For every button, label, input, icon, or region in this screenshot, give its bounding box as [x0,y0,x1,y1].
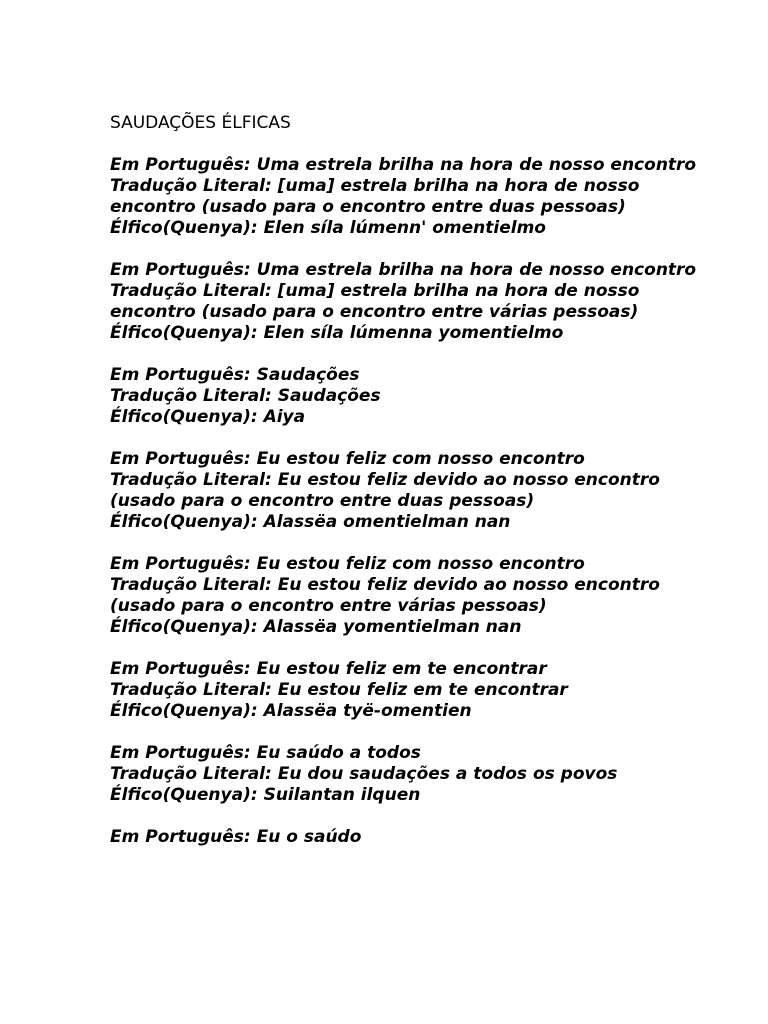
greeting-entry [110,155,710,239]
literal-translation-line: Tradução Literal: Eu dou saudações a todos os povos [110,764,618,784]
literal-translation-line: Tradução Literal: Eu estou feliz devido ao nosso encontro (usado para o encontro entre várias pessoas) [110,575,660,616]
portuguese-line: Em Português: Eu saúdo a todos [110,743,421,763]
literal-translation-line: Tradução Literal: Eu estou feliz devido ao nosso encontro (usado para o encontro entre duas pessoas) [110,470,660,511]
elvish-line: Élfico(Quenya): Alassëa tyë-omentien [110,701,472,721]
greeting-entry [110,743,710,806]
portuguese-line: Em Português: Eu estou feliz em te encontrar [110,659,547,679]
greeting-entry [110,260,710,344]
literal-translation-line: Tradução Literal: Saudações [110,386,381,406]
document-title: SAUDAÇÕES ÉLFICAS [110,113,291,133]
greeting-entry [110,365,710,428]
literal-translation-line: Tradução Literal: [uma] estrela brilha na hora de nosso encontro (usado para o encontro entre duas pessoas) [110,176,640,217]
portuguese-line: Em Português: Eu o saúdo [110,827,362,847]
portuguese-line: Em Português: Saudações [110,365,360,385]
greeting-entry [110,827,710,848]
literal-translation-line: Tradução Literal: [uma] estrela brilha na hora de nosso encontro (usado para o encontro entre várias pessoas) [110,281,640,322]
elvish-line: Élfico(Quenya): Elen síla lúmenna yomentielmo [110,323,564,343]
portuguese-line: Em Português: Eu estou feliz com nosso encontro [110,554,585,574]
elvish-line: Élfico(Quenya): Elen síla lúmenn' omentielmo [110,218,546,238]
document-body [110,113,710,869]
elvish-line: Élfico(Quenya): Alassëa omentielman nan [110,512,511,532]
elvish-line: Élfico(Quenya): Aiya [110,407,306,427]
portuguese-line: Em Português: Eu estou feliz com nosso encontro [110,449,585,469]
portuguese-line: Em Português: Uma estrela brilha na hora de nosso encontro [110,260,697,280]
elvish-line: Élfico(Quenya): Suilantan ilquen [110,785,421,805]
portuguese-line: Em Português: Uma estrela brilha na hora de nosso encontro [110,155,697,175]
greeting-entry [110,554,710,638]
greeting-entry [110,659,710,722]
elvish-line: Élfico(Quenya): Alassëa yomentielman nan [110,617,522,637]
greeting-entry [110,449,710,533]
literal-translation-line: Tradução Literal: Eu estou feliz em te encontrar [110,680,568,700]
